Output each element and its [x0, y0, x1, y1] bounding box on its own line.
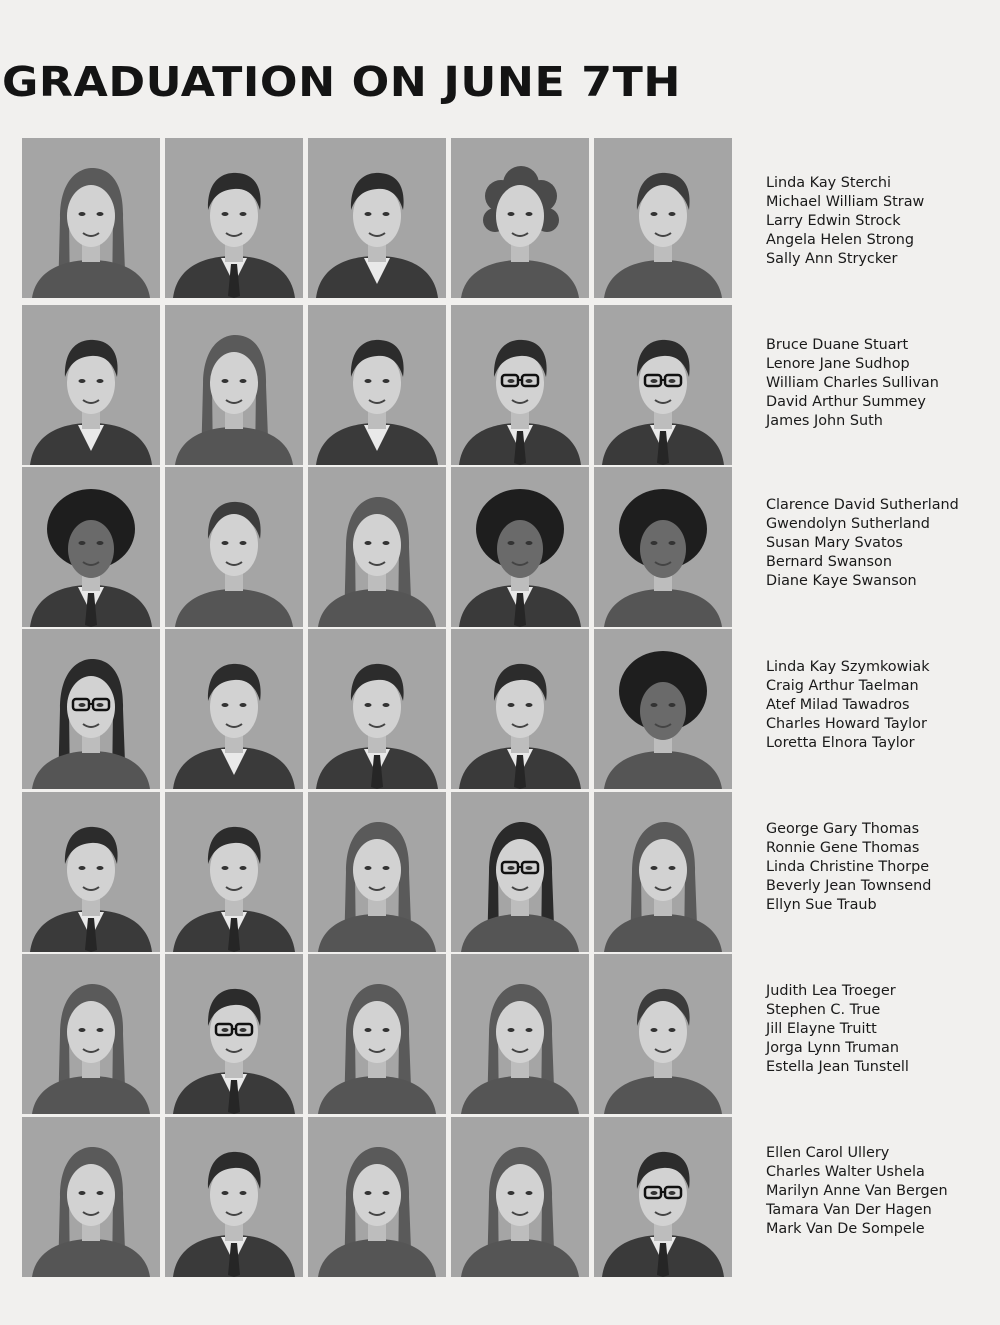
student-name: Ronnie Gene Thomas: [766, 840, 920, 856]
row-names-list: [766, 496, 994, 591]
student-name: Stephen C. True: [766, 1002, 881, 1018]
photo-row: [22, 792, 728, 954]
student-name: Mark Van De Sompele: [766, 1221, 925, 1237]
student-name: Sally Ann Strycker: [766, 251, 898, 267]
student-portrait: [594, 467, 732, 627]
student-name: Bruce Duane Stuart: [766, 337, 909, 353]
student-name: Linda Kay Szymkowiak: [766, 659, 930, 675]
student-name: George Gary Thomas: [766, 821, 920, 837]
student-portrait: [451, 629, 589, 789]
student-portrait: [165, 138, 303, 298]
student-portrait: [165, 629, 303, 789]
row-names-list: [766, 982, 994, 1077]
student-portrait: [594, 629, 732, 789]
row-names-list: [766, 658, 994, 753]
student-name: Linda Christine Thorpe: [766, 859, 930, 875]
student-portrait: [308, 1117, 446, 1277]
student-name: Ellyn Sue Traub: [766, 897, 877, 913]
student-name: David Arthur Summey: [766, 394, 926, 410]
student-name: Ellen Carol Ullery: [766, 1145, 890, 1161]
student-portrait: [22, 954, 160, 1114]
photo-row: [22, 467, 728, 629]
student-portrait: [165, 305, 303, 465]
page-title: GRADUATION ON JUNE 7TH: [2, 58, 681, 106]
photo-row: [22, 1117, 728, 1279]
student-portrait: [22, 792, 160, 952]
student-name: Clarence David Sutherland: [766, 497, 959, 513]
photo-grid: [22, 138, 728, 1274]
student-name: Charles Howard Taylor: [766, 716, 927, 732]
student-portrait: [165, 1117, 303, 1277]
student-portrait: [451, 305, 589, 465]
student-portrait: [594, 954, 732, 1114]
student-portrait: [451, 1117, 589, 1277]
student-portrait: [22, 138, 160, 298]
row-names-list: [766, 174, 994, 269]
student-portrait: [451, 954, 589, 1114]
student-portrait: [451, 467, 589, 627]
photo-row: [22, 138, 728, 300]
student-name: Lenore Jane Sudhop: [766, 356, 910, 372]
student-portrait: [594, 1117, 732, 1277]
student-portrait: [308, 305, 446, 465]
row-names-list: [766, 1144, 994, 1239]
student-name: Judith Lea Troeger: [766, 983, 896, 999]
student-portrait: [308, 792, 446, 952]
student-name: Jill Elayne Truitt: [766, 1021, 877, 1037]
student-name: Marilyn Anne Van Bergen: [766, 1183, 948, 1199]
student-name: Craig Arthur Taelman: [766, 678, 919, 694]
student-name: Linda Kay Sterchi: [766, 175, 892, 191]
student-portrait: [308, 954, 446, 1114]
photo-row: [22, 629, 728, 791]
student-portrait: [165, 467, 303, 627]
student-portrait: [22, 305, 160, 465]
student-portrait: [594, 792, 732, 952]
student-name: Susan Mary Svatos: [766, 535, 903, 551]
student-portrait: [308, 629, 446, 789]
student-name: William Charles Sullivan: [766, 375, 939, 391]
student-name: Gwendolyn Sutherland: [766, 516, 930, 532]
student-name: Diane Kaye Swanson: [766, 573, 917, 589]
student-portrait: [165, 954, 303, 1114]
student-portrait: [451, 792, 589, 952]
student-name: Tamara Van Der Hagen: [766, 1202, 932, 1218]
student-name: James John Suth: [766, 413, 883, 429]
student-name: Larry Edwin Strock: [766, 213, 901, 229]
student-portrait: [451, 138, 589, 298]
photo-row: [22, 305, 728, 467]
student-portrait: [22, 629, 160, 789]
student-name: Atef Milad Tawadros: [766, 697, 910, 713]
student-portrait: [594, 138, 732, 298]
row-names-list: [766, 336, 994, 431]
student-name: Estella Jean Tunstell: [766, 1059, 909, 1075]
student-portrait: [22, 1117, 160, 1277]
student-name: Loretta Elnora Taylor: [766, 735, 915, 751]
student-portrait: [22, 467, 160, 627]
student-name: Jorga Lynn Truman: [766, 1040, 899, 1056]
student-portrait: [165, 792, 303, 952]
photo-row: [22, 954, 728, 1116]
student-name: Angela Helen Strong: [766, 232, 915, 248]
row-names-list: [766, 820, 994, 915]
student-portrait: [308, 138, 446, 298]
student-name: Beverly Jean Townsend: [766, 878, 932, 894]
student-portrait: [308, 467, 446, 627]
student-portrait: [594, 305, 732, 465]
student-name: Michael William Straw: [766, 194, 925, 210]
student-name: Charles Walter Ushela: [766, 1164, 925, 1180]
student-name: Bernard Swanson: [766, 554, 892, 570]
